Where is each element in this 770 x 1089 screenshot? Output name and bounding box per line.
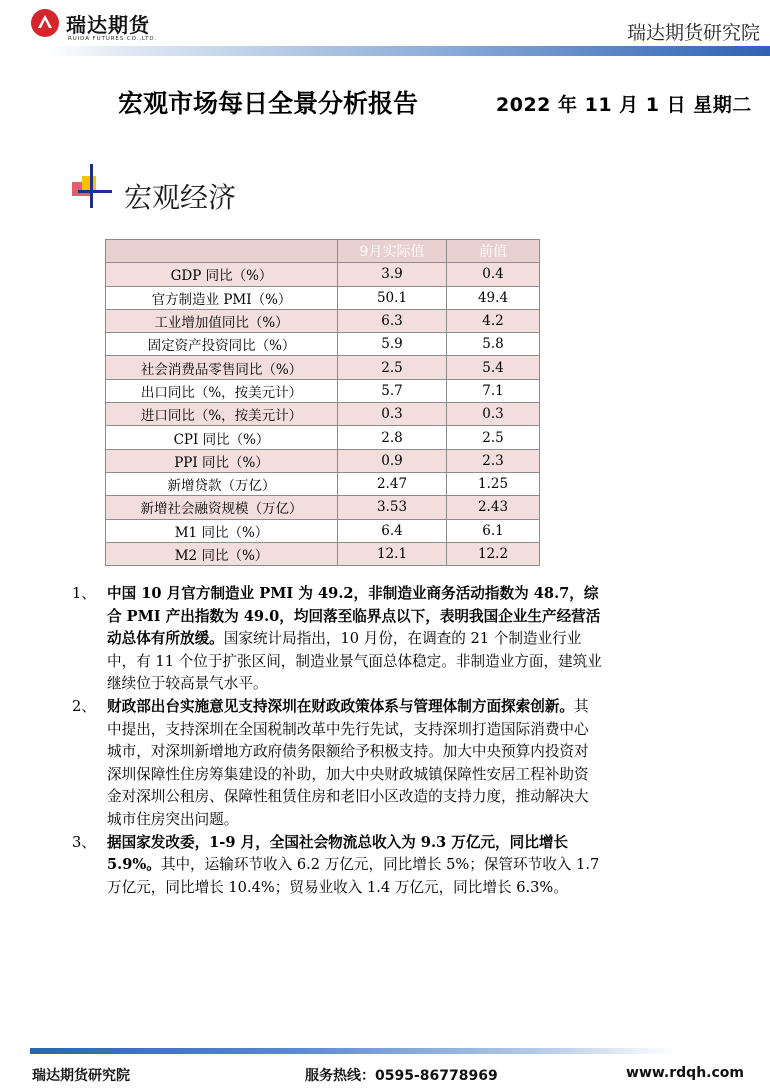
footer-divider (30, 1048, 675, 1054)
note-headline: 中国 10 月官方制造业 PMI 为 49.2，非制造业商务活动指数为 48.7，综合 PMI 产出指数为 49.0，均回落至临界点以下，表明我国企业生产经营活动总体有所放缓。 (107, 585, 601, 648)
note-number: 2、 (72, 697, 96, 715)
table-header-cell (106, 240, 338, 263)
company-logo (30, 6, 200, 46)
indicator-label: CPI 同比（%） (106, 426, 338, 449)
actual-value: 2.47 (338, 472, 447, 495)
table-row (106, 333, 540, 356)
actual-value: 5.7 (338, 379, 447, 402)
report-date: 2022 年 11 月 1 日 星期二 (496, 94, 752, 116)
section-cross-icon (68, 162, 118, 210)
actual-value: 0.3 (338, 403, 447, 426)
actual-value: 12.1 (338, 542, 447, 565)
header-divider (0, 46, 770, 56)
previous-value: 5.4 (447, 356, 540, 379)
table-row (106, 472, 540, 495)
table-header-row (106, 240, 540, 263)
indicator-label: PPI 同比（%） (106, 449, 338, 472)
previous-value: 0.4 (447, 263, 540, 286)
indicator-label: 固定资产投资同比（%） (106, 333, 338, 356)
indicator-label: 进口同比（%，按美元计） (106, 403, 338, 426)
table-row (106, 519, 540, 542)
note-body: 其中提出，支持深圳在全国税制改革中先行先试，支持深圳打造国际消费中心城市，对深圳新增地方政府债务限额给予积极支持。加大中央预算内投资对深圳保障性住房筹集建设的补助，加大中央财政城镇保障性安居工程补助资金对深圳公租房、保障性租赁住房和老旧小区改造的支持力度，推动解决大城市住房突出问题。 (107, 697, 589, 828)
table-row (106, 426, 540, 449)
table-header-cell: 9月实际值 (338, 240, 447, 263)
note-number: 3、 (72, 833, 96, 851)
table-header-cell: 前值 (447, 240, 540, 263)
macro-data-table (105, 239, 540, 566)
table-row (106, 449, 540, 472)
indicator-label: 官方制造业 PMI（%） (106, 286, 338, 309)
indicator-label: 出口同比（%，按美元计） (106, 379, 338, 402)
note-item (72, 583, 602, 696)
header-institute: 瑞达期货研究院 (626, 22, 760, 44)
previous-value: 2.5 (447, 426, 540, 449)
previous-value: 2.43 (447, 496, 540, 519)
note-headline: 据国家发改委，1-9 月，全国社会物流总收入为 9.3 万亿元，同比增长 5.9%。 (107, 833, 569, 874)
indicator-label: 工业增加值同比（%） (106, 309, 338, 332)
logo-emblem-icon (30, 8, 60, 38)
indicator-label: M2 同比（%） (106, 542, 338, 565)
actual-value: 2.5 (338, 356, 447, 379)
table-row (106, 286, 540, 309)
indicator-label: 新增贷款（万亿） (106, 472, 338, 495)
indicator-label: GDP 同比（%） (106, 263, 338, 286)
actual-value: 5.9 (338, 333, 447, 356)
report-title: 宏观市场每日全景分析报告 (118, 89, 419, 118)
note-headline: 财政部出台实施意见支持深圳在财政政策体系与管理体制方面探索创新。 (107, 697, 575, 715)
actual-value: 2.8 (338, 426, 447, 449)
actual-value: 6.4 (338, 519, 447, 542)
previous-value: 6.1 (447, 519, 540, 542)
note-body: 其中，运输环节收入 6.2 万亿元，同比增长 5%；保管环节收入 1.7 万亿元，同比增长 10.4%；贸易业收入 1.4 万亿元，同比增长 6.3%。 (107, 856, 600, 896)
previous-value: 7.1 (447, 379, 540, 402)
footer-institute: 瑞达期货研究院 (32, 1068, 130, 1084)
actual-value: 50.1 (338, 286, 447, 309)
table-row (106, 263, 540, 286)
footer-hotline: 服务热线：0595-86778969 (305, 1068, 498, 1084)
note-number: 1、 (72, 585, 96, 602)
table-row (106, 309, 540, 332)
section-title: 宏观经济 (124, 181, 237, 214)
actual-value: 3.9 (338, 263, 447, 286)
note-body: 国家统计局指出，10 月份，在调查的 21 个制造业行业中，有 11 个位于扩张区间，制造业景气面总体稳定。非制造业方面，建筑业继续位于较高景气水平。 (107, 630, 602, 693)
actual-value: 0.9 (338, 449, 447, 472)
previous-value: 0.3 (447, 403, 540, 426)
table-row (106, 542, 540, 565)
actual-value: 6.3 (338, 309, 447, 332)
indicator-label: 新增社会融资规模（万亿） (106, 496, 338, 519)
previous-value: 5.8 (447, 333, 540, 356)
indicator-label: M1 同比（%） (106, 519, 338, 542)
logo-name: 瑞达期货 (66, 13, 150, 37)
note-item (72, 696, 602, 832)
table-row (106, 379, 540, 402)
actual-value: 3.53 (338, 496, 447, 519)
previous-value: 49.4 (447, 286, 540, 309)
previous-value: 4.2 (447, 309, 540, 332)
news-notes (72, 583, 602, 899)
table-row (106, 356, 540, 379)
previous-value: 12.2 (447, 542, 540, 565)
table-row (106, 403, 540, 426)
note-item (72, 832, 602, 900)
indicator-label: 社会消费品零售同比（%） (106, 356, 338, 379)
logo-subtitle: RUIDA FUTURES CO.,LTD. (68, 36, 158, 42)
previous-value: 1.25 (447, 472, 540, 495)
previous-value: 2.3 (447, 449, 540, 472)
footer-website-link[interactable]: www.rdqh.com (626, 1065, 744, 1081)
table-row (106, 496, 540, 519)
